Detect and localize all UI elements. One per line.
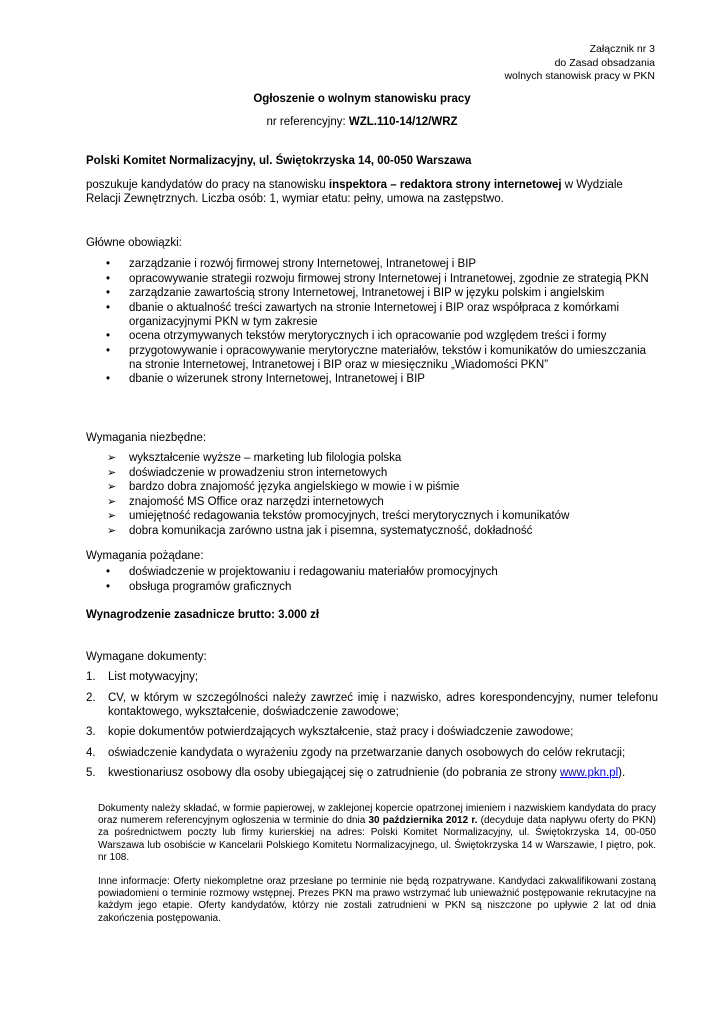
- reference-number: WZL.110-14/12/WRZ: [348, 116, 458, 128]
- bullet-marker: •: [106, 258, 111, 270]
- duty-text: dbanie o wizerunek strony Internetowej, Intranetowej i BIP: [129, 373, 425, 385]
- submission-after: (decyduje data napływu oferty do PKN) za pośrednictwem poczty lub firmy kurierskiej na adres: Polski Komitet Normalizacyjny, ul. Świętokrzyska 14, 00-050 Warszawa lub osobiście w Kancelarii Polskiego Komitetu Normalizacyjnego, ul. Świętokrzyska 14 w Warszawie, I piętro, pok. nr 108.: [98, 815, 657, 863]
- required-list: [86, 451, 658, 538]
- other-info-paragraph: Inne informacje: Oferty niekompletne oraz przesłane po terminie nie będą rozpatrywane. Kandydaci zakwalifikowani zostaną powiadomieni o terminie rozmowy wstępnej. Prezes PKN ma prawo wstrzymać lub unieważnić postępowanie rekrutacyjne na każdym jego etapie. Oferty kandydatów, którzy nie zostali zatrudnieni w PKN są niszczone po upływie 2 lat od dnia zakończenia postępowania.: [98, 876, 656, 924]
- duty-text: przygotowywanie i opracowywanie merytoryczne materiałów, tekstów i komunikatów do umieszczania na stronie Internetowej, Intranetowej i BIP oraz w miesięczniku „Wiadomości PKN”: [129, 344, 647, 371]
- list-item: [86, 509, 658, 523]
- list-item: [86, 480, 658, 494]
- arrow-marker-icon: ➢: [107, 481, 117, 493]
- arrow-marker-icon: ➢: [107, 495, 117, 508]
- reference-line: [0, 116, 724, 128]
- list-item: [86, 344, 658, 372]
- duty-text: zarządzanie i rozwój firmowej strony Internetowej, Intranetowej i BIP: [129, 258, 477, 270]
- list-item: [86, 580, 658, 594]
- submission-paragraph: [98, 803, 656, 864]
- bullet-marker: •: [106, 373, 111, 385]
- salary-line: Wynagrodzenie zasadnicze brutto: 3.000 zł: [86, 609, 320, 621]
- item-number: 5.: [86, 767, 96, 779]
- item-number: 4.: [86, 746, 96, 759]
- document-title: Ogłoszenie o wolnym stanowisku pracy: [253, 93, 471, 105]
- bullet-marker: •: [106, 344, 111, 357]
- duty-text: opracowywanie strategii rozwoju firmowej strony Internetowej i Intranetowej, zgodnie ze strategią PKN: [129, 272, 649, 285]
- requirement-text: bardzo dobra znajomość języka angielskiego w mowie i w piśmie: [129, 481, 460, 493]
- item-number: 1.: [86, 671, 96, 683]
- pkn-website-link[interactable]: www.pkn.pl: [559, 767, 619, 779]
- duties-heading: Główne obowiązki:: [86, 237, 182, 249]
- intro-after: w Wydziale Relacji Zewnętrznych. Liczba osób: 1, wymiar etatu: pełny, umowa na zastępstwo.: [86, 179, 623, 205]
- bullet-marker: •: [106, 272, 111, 285]
- preferred-heading: Wymagania pożądane:: [86, 550, 204, 562]
- preferred-text: obsługa programów graficznych: [129, 580, 292, 593]
- list-item: [86, 524, 658, 538]
- bullet-marker: •: [106, 580, 111, 593]
- list-item: [86, 451, 658, 465]
- bullet-marker: •: [106, 330, 111, 342]
- organization-line: Polski Komitet Normalizacyjny, ul. Świętokrzyska 14, 00-050 Warszawa: [86, 155, 472, 167]
- intro-paragraph: [86, 178, 658, 206]
- arrow-marker-icon: ➢: [107, 452, 117, 464]
- required-heading: Wymagania niezbędne:: [86, 432, 207, 444]
- list-item: [86, 746, 658, 760]
- attachment-line-1: Załącznik nr 3: [589, 43, 655, 55]
- submission-before: Dokumenty należy składać, w formie papierowej, w zaklejonej kopercie opatrzonej imieniem i nazwiskiem kandydata do pracy oraz numerem referencyjnym ogłoszenia w terminie do dnia: [98, 803, 656, 827]
- list-item: [86, 495, 658, 509]
- preferred-list: [86, 565, 658, 594]
- requirement-text: dobra komunikacja zarówno ustna jak i pisemna, systematyczność, dokładność: [129, 524, 533, 537]
- list-item: [86, 766, 658, 780]
- document-text: CV, w którym w szczególności należy zawrzeć imię i nazwisko, adres korespondencyjny, numer telefonu kontaktowego, wykształcenie, doświadczenie zawodowe;: [108, 691, 658, 718]
- requirement-text: znajomość MS Office oraz narzędzi internetowych: [129, 495, 384, 508]
- list-item: [86, 670, 658, 684]
- document-text-end: ).: [618, 767, 626, 779]
- bullet-marker: •: [106, 566, 111, 578]
- arrow-marker-icon: ➢: [107, 524, 117, 537]
- list-item: [86, 466, 658, 480]
- attachment-line-2: do Zasad obsadzania: [554, 56, 655, 69]
- requirement-text: umiejętność redagowania tekstów promocyjnych, treści merytorycznych i komunikatów: [129, 510, 570, 522]
- intro-position: inspektora – redaktora strony internetowej: [328, 179, 562, 191]
- list-item: [86, 691, 658, 719]
- document-text: kwestionariusz osobowy dla osoby ubiegającej się o zatrudnienie (do pobrania ze strony: [108, 767, 560, 779]
- attachment-note: [504, 43, 655, 84]
- list-item: [86, 329, 658, 343]
- list-item: [86, 725, 658, 739]
- list-item: [86, 272, 658, 286]
- item-number: 2.: [86, 691, 96, 704]
- duty-text: ocena otrzymywanych tekstów merytorycznych i ich opracowanie pod względem treści i formy: [129, 330, 607, 342]
- attachment-line-3: wolnych stanowisk pracy w PKN: [504, 70, 655, 82]
- list-item: [86, 301, 658, 329]
- requirement-text: doświadczenie w prowadzeniu stron internetowych: [129, 466, 388, 479]
- documents-heading: Wymagane dokumenty:: [86, 651, 207, 663]
- bullet-marker: •: [106, 287, 111, 299]
- duty-text: dbanie o aktualność treści zawartych na stronie Internetowej i BIP oraz współpraca z komórkami organizacyjnymi PKN w tym zakresie: [129, 301, 620, 328]
- list-item: [86, 372, 658, 386]
- list-item: [86, 286, 658, 300]
- intro-before: poszukuje kandydatów do pracy na stanowisku: [86, 179, 329, 191]
- duty-text: zarządzanie zawartością strony Internetowej, Intranetowej i BIP w języku polskim i angielskim: [129, 287, 605, 299]
- preferred-text: doświadczenie w projektowaniu i redagowaniu materiałów promocyjnych: [129, 566, 498, 578]
- item-number: 3.: [86, 726, 96, 738]
- list-item: [86, 565, 658, 579]
- bullet-marker: •: [106, 301, 111, 314]
- arrow-marker-icon: ➢: [107, 466, 117, 479]
- document-text: kopie dokumentów potwierdzających wykształcenie, staż pracy i doświadczenie zawodowe;: [108, 726, 574, 738]
- arrow-marker-icon: ➢: [107, 510, 117, 522]
- document-text: List motywacyjny;: [108, 671, 199, 683]
- submission-deadline: 30 października 2012 r.: [368, 815, 478, 827]
- list-item: [86, 257, 658, 271]
- reference-label: nr referencyjny:: [266, 116, 349, 128]
- document-text: oświadczenie kandydata o wyrażeniu zgody na przetwarzanie danych osobowych do celów rekrutacji;: [108, 746, 626, 759]
- requirement-text: wykształcenie wyższe – marketing lub filologia polska: [129, 452, 402, 464]
- documents-list: [86, 670, 658, 787]
- duties-list: [86, 257, 658, 387]
